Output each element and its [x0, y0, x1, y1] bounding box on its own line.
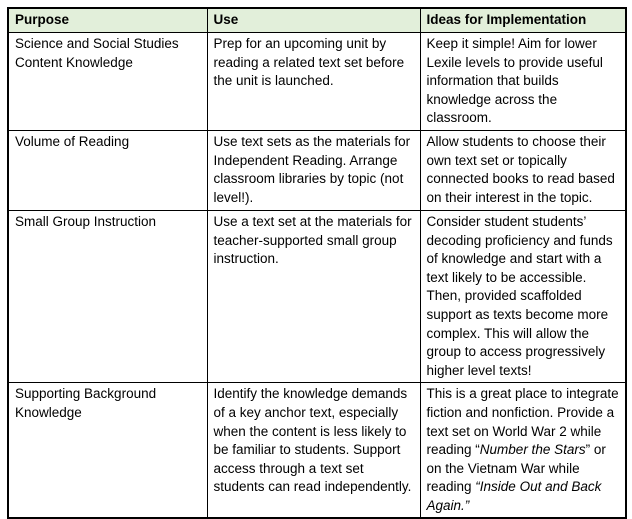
cell-use: Identify the knowledge demands of a key anchor text, especially when the content is less likely to be familiar to students. Support access through a text set students can read independently.	[207, 383, 420, 519]
table-row	[8, 383, 626, 519]
cell-purpose: Volume of Reading	[8, 130, 207, 210]
cell-use: Use a text set at the materials for teacher-supported small group instruction.	[207, 210, 420, 382]
cell-ideas: This is a great place to integrate fiction and nonfiction. Provide a text set on World War 2 while reading “Number the Stars” or on the Vietnam War while reading “Inside Out and Back Again.”	[420, 383, 626, 519]
header-cell-purpose: Purpose	[8, 8, 207, 33]
header-row	[8, 8, 626, 33]
cell-use: Use text sets as the materials for Independent Reading. Arrange classroom libraries by topic (not level!).	[207, 130, 420, 210]
table-row	[8, 33, 626, 131]
table-row	[8, 210, 626, 382]
table-row	[8, 130, 626, 210]
header-cell-ideas: Ideas for Implementation	[420, 8, 626, 33]
header-cell-use: Use	[207, 8, 420, 33]
text-sets-usage-table	[7, 7, 627, 519]
cell-ideas: Consider student students’ decoding proficiency and funds of knowledge and start with a text likely to be accessible. Then, provided scaffolded support as texts become more complex. This will allow the group to access progressively higher level texts!	[420, 210, 626, 382]
cell-purpose: Science and Social Studies Content Knowledge	[8, 33, 207, 131]
cell-purpose: Small Group Instruction	[8, 210, 207, 382]
cell-ideas: Allow students to choose their own text set or topically connected books to read based on their interest in the topic.	[420, 130, 626, 210]
cell-ideas: Keep it simple! Aim for lower Lexile levels to provide useful information that builds knowledge across the classroom.	[420, 33, 626, 131]
cell-use: Prep for an upcoming unit by reading a related text set before the unit is launched.	[207, 33, 420, 131]
cell-purpose: Supporting Background Knowledge	[8, 383, 207, 519]
